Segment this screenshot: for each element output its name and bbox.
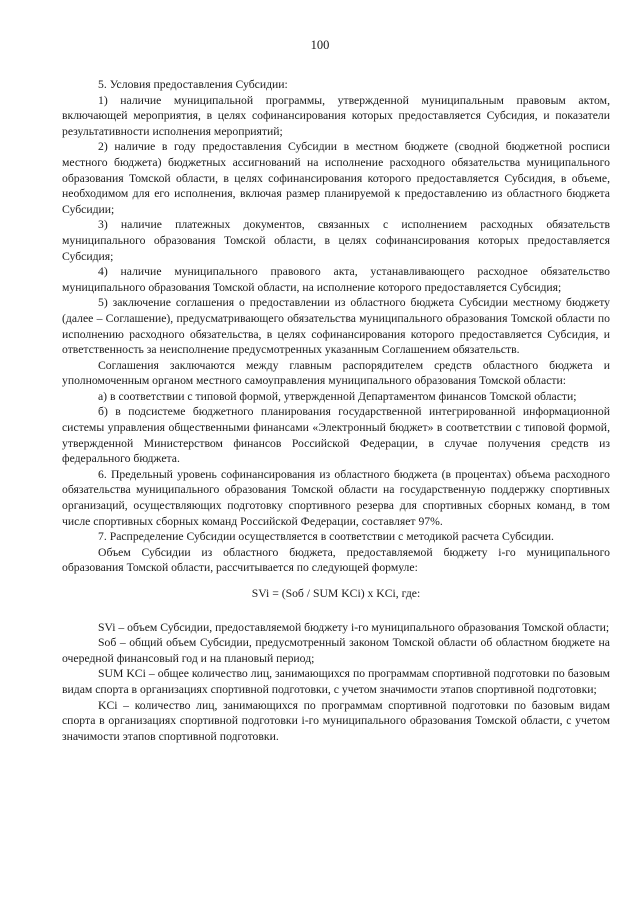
paragraph: Объем Субсидии из областного бюджета, предоставляемой бюджету i-го муниципального образования Томской области, рассчитывается по следующей формуле: [62,545,610,575]
paragraph: 3) наличие платежных документов, связанных с исполнением расходных обязательств муниципального образования Томской области, в целях софинансирования которых предоставляется Субсидия; [62,218,610,263]
definition: KCi – количество лиц, занимающихся по программам спортивной подготовки по базовым видам спорта в организациях спортивной подготовки i-го муниципального образования Томской области, с учетом значимости этапов спортивной подготовки. [62,698,610,743]
paragraph: Соглашения заключаются между главным распорядителем средств областного бюджета и уполномоченным органом местного самоуправления муниципального образования Томской области: [62,358,610,388]
paragraph: 5) заключение соглашения о предоставлении из областного бюджета Субсидии местному бюджету (далее – Соглашение), предусматривающего обязательства муниципального образования Томской области по исполнению расходного обязательства, в целях софинансирования которого предоставляется Субсидия, и ответственность за неисполнение предусмотренных указанным Соглашением обязательств. [62,296,610,357]
definition: Sоб – общий объем Субсидии, предусмотренный законом Томской области об областном бюджете на очередной финансовый год и на плановый период; [62,636,610,665]
paragraph: 2) наличие в году предоставления Субсидии в местном бюджете (сводной бюджетной росписи местного бюджета) бюджетных ассигнований на исполнение расходного обязательства муниципального образования Томской области, в целях софинансирования которого предоставляется Субсидия, в объеме, необходимом для его исполнения, включая размер планируемой к предоставлению из областного бюджета Субсидии; [62,140,610,216]
paragraph: 7. Распределение Субсидии осуществляется в соответствии с методикой расчета Субсидии. [98,530,554,544]
paragraph: 6. Предельный уровень софинансирования из областного бюджета (в процентах) объема расходного обязательства муниципального образования Томской области на государственную поддержку спортивных организаций, осуществляющих подготовку спортивного резерва для спортивных сборных команд, в том числе спортивных сборных команд Российской Федерации, составляет 97%. [62,467,610,528]
definition: SUM KCi – общее количество лиц, занимающихся по программам спортивной подготовки по базовым видам спорта в организациях спортивной подготовки, с учетом значимости этапов спортивной подготовки; [62,667,610,696]
paragraph: 4) наличие муниципального правового акта, устанавливающего расходное обязательство муниципального образования Томской области, на исполнение которого предоставляется Субсидия; [62,265,610,294]
definition: SVi – объем Субсидии, предоставляемой бюджету i-го муниципального образования Томской области; [98,620,610,634]
paragraph: б) в подсистеме бюджетного планирования государственной интегрированной информационной системы управления общественными финансами «Электронный бюджет» в соответствии с типовой формой, утвержденной Министерством финансов Российской Федерации, в случае получения средств из федерального бюджета. [62,405,610,466]
section-heading: 5. Условия предоставления Субсидии: [98,78,288,91]
document-body [62,77,610,744]
page-number: 100 [310,38,330,52]
paragraph: а) в соответствии с типовой формой, утвержденной Департаментом финансов Томской области; [98,389,577,403]
formula: SVi = (Sоб / SUM KCi) x KCi, где: [251,587,421,600]
paragraph: 1) наличие муниципальной программы, утвержденной муниципальным правовым актом, включающей мероприятия, в целях софинансирования которых предоставляется Субсидия, и показатели результативности исполнения мероприятий; [62,93,610,138]
